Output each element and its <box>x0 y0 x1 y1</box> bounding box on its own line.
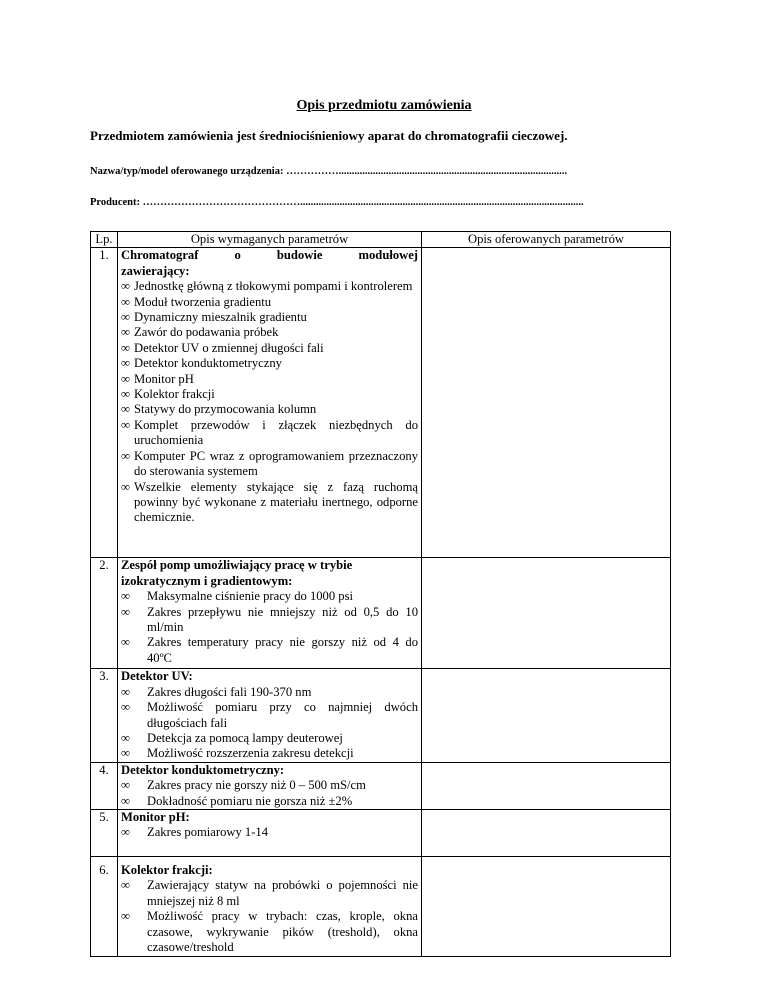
offered-cell[interactable] <box>422 762 671 809</box>
infinity-bullet-icon: ∞ <box>121 356 130 371</box>
table-row <box>91 558 671 669</box>
infinity-bullet-icon: ∞ <box>121 294 130 309</box>
offered-cell[interactable] <box>422 857 671 956</box>
section-title: Chromatograf o budowie modułowej <box>121 248 418 263</box>
header-lp: Lp. <box>91 232 118 248</box>
row-number: 3. <box>91 669 118 762</box>
infinity-bullet-icon: ∞ <box>121 684 130 699</box>
infinity-bullet-icon: ∞ <box>121 746 130 761</box>
row-number: 2. <box>91 558 118 669</box>
list-item: ∞ Moduł tworzenia gradientu <box>121 294 272 309</box>
list-item: ∞ Wszelkie elementy stykające się z fazą ruchomą powinny być wykonane z materiału inertnego, odporne chemicznie. <box>121 479 418 525</box>
list-item: ∞ Detekcja za pomocą lampy deuterowej <box>121 731 343 746</box>
table-row <box>91 857 671 956</box>
requirement-cell <box>118 248 422 558</box>
list-item: ∞ Komputer PC wraz z oprogramowaniem przeznaczony do sterowania systemem <box>121 448 418 479</box>
list-item: ∞ Detektor UV o zmiennej długości fali <box>121 340 324 355</box>
infinity-bullet-icon: ∞ <box>121 448 130 463</box>
offered-cell[interactable] <box>422 558 671 669</box>
infinity-bullet-icon: ∞ <box>121 310 130 325</box>
infinity-bullet-icon: ∞ <box>121 700 130 715</box>
section-title: Detektor UV: <box>121 669 193 684</box>
infinity-bullet-icon: ∞ <box>121 479 130 494</box>
header-required: Opis wymaganych parametrów <box>118 232 422 248</box>
table-row <box>91 810 671 857</box>
list-item: ∞ Zakres pracy nie gorszy niż 0 – 500 mS/cm <box>121 778 366 793</box>
producer-field: Producent: ………………………………………............................................................................................................ <box>90 197 584 208</box>
row-number: 5. <box>91 810 118 857</box>
infinity-bullet-icon: ∞ <box>121 589 130 604</box>
row-number: 1. <box>91 248 118 558</box>
list-item: ∞ Komplet przewodów i złączek niezbędnych do uruchomienia <box>121 417 418 448</box>
section-title: Zespół pomp umożliwiający pracę w trybie izokratycznym i gradientowym: <box>121 558 353 588</box>
requirement-list <box>121 685 418 762</box>
list-item: ∞ Maksymalne ciśnienie pracy do 1000 psi <box>121 589 354 604</box>
infinity-bullet-icon: ∞ <box>121 635 130 650</box>
requirement-cell <box>118 810 422 857</box>
section-title: Detektor konduktometryczny: <box>121 762 285 777</box>
row-number: 4. <box>91 762 118 809</box>
infinity-bullet-icon: ∞ <box>121 279 130 294</box>
table-header-row <box>91 232 671 248</box>
table-row <box>91 669 671 762</box>
list-item: ∞ Detektor konduktometryczny <box>121 356 282 371</box>
list-item: ∞ Zakres pomiarowy 1-14 <box>121 825 269 840</box>
offered-cell[interactable] <box>422 810 671 857</box>
list-item: ∞ Jednostkę główną z tłokowymi pompami i kontrolerem <box>121 279 413 294</box>
infinity-bullet-icon: ∞ <box>121 387 130 402</box>
list-item: ∞ Możliwość rozszerzenia zakresu detekcji <box>121 746 354 761</box>
list-item: ∞ Zakres temperatury pracy nie gorszy niż od 4 do 40ºC <box>121 635 418 665</box>
infinity-bullet-icon: ∞ <box>121 402 130 417</box>
list-item: ∞ Statywy do przymocowania kolumn <box>121 402 317 417</box>
table-row <box>91 762 671 809</box>
intro-text: Przedmiotem zamówienia jest średniociśnieniowy aparat do chromatografii cieczowej. <box>90 128 568 143</box>
requirement-list <box>121 589 418 666</box>
list-item: ∞ Kolektor frakcji <box>121 387 215 402</box>
requirement-list <box>121 279 418 526</box>
requirement-list <box>121 878 418 955</box>
list-item: ∞ Zawór do podawania próbek <box>121 325 279 340</box>
infinity-bullet-icon: ∞ <box>121 878 130 893</box>
section-title: Kolektor frakcji: <box>121 863 213 878</box>
infinity-bullet-icon: ∞ <box>121 825 130 840</box>
list-item: ∞ Możliwość pracy w trybach: czas, krople, okna czasowe, wykrywanie pików (treshold), okna czasowe/treshold <box>121 909 418 955</box>
requirement-list <box>121 778 418 809</box>
offered-cell[interactable] <box>422 248 671 558</box>
infinity-bullet-icon: ∞ <box>121 325 130 340</box>
infinity-bullet-icon: ∞ <box>121 417 130 432</box>
requirement-cell <box>118 558 422 669</box>
requirement-cell <box>118 762 422 809</box>
page-title: Opis przedmiotu zamówienia <box>296 98 472 113</box>
requirement-list <box>121 825 418 840</box>
requirement-cell <box>118 669 422 762</box>
infinity-bullet-icon: ∞ <box>121 604 130 619</box>
infinity-bullet-icon: ∞ <box>121 778 130 793</box>
parameters-table <box>90 231 671 957</box>
table-row <box>91 248 671 558</box>
list-item: ∞ Zakres przepływu nie mniejszy niż od 0,5 do 10 ml/min <box>121 604 418 635</box>
infinity-bullet-icon: ∞ <box>121 340 130 355</box>
infinity-bullet-icon: ∞ <box>121 793 130 808</box>
list-item: ∞ Zakres długości fali 190-370 nm <box>121 684 312 699</box>
infinity-bullet-icon: ∞ <box>121 731 130 746</box>
list-item: ∞ Monitor pH <box>121 371 194 386</box>
infinity-bullet-icon: ∞ <box>121 909 130 924</box>
list-item: ∞ Dokładność pomiaru nie gorsza niż ±2% <box>121 793 353 808</box>
section-title: zawierający: <box>121 263 190 278</box>
list-item: ∞ Zawierający statyw na probówki o pojemności nie mniejszej niż 8 ml <box>121 878 418 908</box>
list-item: ∞ Dynamiczny mieszalnik gradientu <box>121 310 307 325</box>
row-number: 6. <box>91 857 118 956</box>
offered-cell[interactable] <box>422 669 671 762</box>
section-title: Monitor pH: <box>121 810 190 825</box>
header-offered: Opis oferowanych parametrów <box>422 232 671 248</box>
model-field: Nazwa/typ/model oferowanego urządzenia: ……………....................................................................................... <box>90 166 567 177</box>
requirement-cell <box>118 857 422 956</box>
infinity-bullet-icon: ∞ <box>121 371 130 386</box>
list-item: ∞ Możliwość pomiaru przy co najmniej dwóch długościach fali <box>121 700 418 730</box>
